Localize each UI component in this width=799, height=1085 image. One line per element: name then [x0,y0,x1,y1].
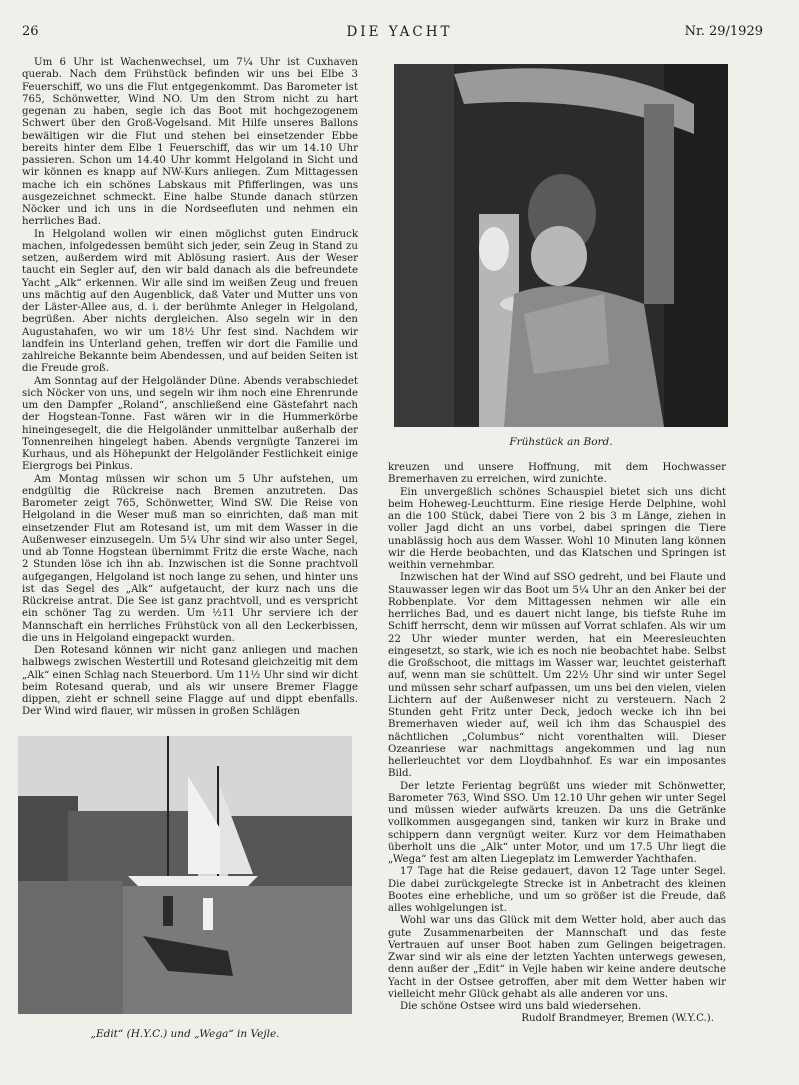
paragraph: Wohl war uns das Glück mit dem Wetter hold, aber auch das gute Zusammenarbeiten der Mannschaft und das feste Vertrauen auf unser Boot haben zum Gelingen beigetragen. Zwar sind wir als eine der letzten Yachten unterwegs gewesen, denn außer der „Edit“ in Vejle haben wir keine andere deutsche Yacht in der Ostsee getroffen, aber mit dem Wetter haben wir vielleicht mehr Glück gehabt als alle anderen vor uns. [388,915,726,1000]
harbor-photo [18,736,352,1014]
paragraph: Die schöne Ostsee wird uns bald wiedersehen. [400,1001,642,1012]
paragraph: Am Sonntag auf der Helgoländer Düne. Abends verabschiedet sich Nöcker von uns, und segeln wir ihm noch eine Ehrenrunde um den Dampfer „Roland“, anschließend eine Gästefahrt nach der Hogstean-Tonne. Fast wären wir in die Hummerkörbe hineingesegelt, die die Helgoländer unmittelbar außerhalb der Tonnenreihen hingelegt haben. Abends vergnügte Tanzerei im Kurhaus, und als Höhepunkt der Helgoländer Festlichkeit einige Eiergrogs bei Pinkus. [22,375,358,473]
paragraph: Inzwischen hat der Wind auf SSO gedreht, und bei Flaute und Stauwasser legen wir das Boot um 5¼ Uhr an den Anker bei der Robbenplate. Vor dem Mittagessen nehmen wir alle ein herrliches Bad, und es dauert nicht lange, bis tiefste Ruhe im Schiff herrscht, denn wir müssen auf Vorrat schlafen. Als wir um 22 Uhr wieder munter werden, hat ein Meeresleuchten eingesetzt, so stark, wie ich es noch nie beobachtet habe. Selbst die Großschoot, die mittags im Wasser war, leuchtet geisterhaft auf, wenn man sie schüttelt. Um 22½ Uhr sind wir unter Segel und müssen sehr scharf aufpassen, um uns bei den vielen, vielen Lichtern auf der Außenweser nicht zu versteuern. Nach 2 Stunden geht Fritz unter Deck, jedoch wecke ich ihn bei Bremerhaven wieder auf, weil ich ihm das Schauspiel des nächtlichen „Columbus“ nicht vorenthalten will. Dieser Ozeanriese war nachmittags angekommen und lag nun hellerleuchtet vor dem Lloydbahnhof. Es war ein imposantes Bild. [388,572,726,780]
paragraph: Der letzte Ferientag begrüßt uns wieder mit Schönwetter, Barometer 763, Wind SSO. Um 12.10 Uhr gehen wir unter Segel und müssen wieder aufwärts kreuzen. Da uns die Getränke vollkommen ausgegangen sind, tanken wir kurz in Brake und schippern dann vergnügt weiter. Kurz vor dem Heimathaben überholt uns die „Alk“ unter Motor, und um 17.5 Uhr liegt die „Wega“ fest am alten Liegeplatz im Lemwerder Yachthafen. [388,780,726,865]
paragraph: Am Montag müssen wir schon um 5 Uhr aufstehen, um endgültig die Rückreise nach Bremen anzutreten. Das Barometer zeigt 765, Schönwetter, Wind SW. Die Reise von Helgoland in die Weser muß man so einrichten, daß man mit einsetzender Flut am Rotesand ist, um mit dem Wasser in die Außenweser einzusegeln. Um 5¼ Uhr sind wir also unter Segel, und ab Tonne Hogstean übernimmt Fritz die erste Wache, nach 2 Stunden löse ich ihn ab. Inzwischen ist die Sonne prachtvoll aufgegangen, Helgoland ist noch lange zu sehen, und hinter uns ist das Segel des „Alk“ aufgetaucht, der kurz nach uns die Rückreise antrat. Die See ist ganz prachtvoll, und es verspricht ein schöner Tag zu werden. Um ½11 Uhr serviere ich der Mannschaft ein herrliches Frühstück von all den Leckerbissen, die uns in Helgoland eingepackt wurden. [22,473,358,644]
paragraph: Ein unvergeßlich schönes Schauspiel bietet sich uns dicht beim Hoheweg-Leuchtturm. Eine riesige Herde Delphine, wohl an die 100 Stück, dabei Tiere von 2 bis 3 m Länge, ziehen in voller Jagd dicht an uns vorbei, dabei springen die Tiere unablässig hoch aus dem Wasser. Wohl 10 Minuten lang können wir die Herde beobachten, und das Klatschen und Springen ist weithin vernehmbar. [388,486,726,571]
paragraph: kreuzen und unsere Hoffnung, mit dem Hochwasser Bremerhaven zu erreichen, wird zunichte. [388,462,726,486]
signature: Rudolf Brandmeyer, Bremen (W.Y.C.). [521,1013,714,1025]
paragraph: In Helgoland wollen wir einen möglichst guten Eindruck machen, infolgedessen bemüht sich jeder, sein Zeug in Stand zu setzen, außerdem wird mit Ablösung rasiert. Aus der Weser taucht ein Segler auf, den wir bald danach als die befreundete Yacht „Alk“ erkennen. Wir alle sind im weißen Zeug und freuen uns mächtig auf den Augenblick, daß Vater und Mutter uns von der Läster-Allee aus, d. i. der berühmte Anleger in Helgoland, begrüßen. Aber nichts dergleichen. Also segeln wir in den Augustahafen, wo wir um 18½ Uhr fest sind. Nachdem wir landfein ins Unterland gehen, treffen wir dort die Familie und zahlreiche Bekannte beim Abendessen, und auf beiden Seiten ist die Freude groß. [22,228,358,375]
photo-caption: „Edit“ (H.Y.C.) und „Wega“ in Vejle. [90,1028,280,1040]
magazine-title: DIE YACHT [346,24,453,40]
paragraph: Um 6 Uhr ist Wachenwechsel, um 7¼ Uhr ist Cuxhaven querab. Nach dem Frühstück befinden wir uns bei Elbe 3 Feuerschiff, wo uns die Flut entgegenkommt. Das Barometer ist 765, Schönwetter, Wind NO. Um den Strom nicht zu hart gegenan zu haben, segle ich das Boot mit hochgezogenem Schwert über den Groß-Vogelsand. Mit Hilfe unseres Ballons bewältigen wir die Flut und stehen bei einsetzender Ebbe bereits hinter dem Elbe 1 Feuerschiff, das wir um 14.10 Uhr passieren. Schon um 14.40 Uhr kommt Helgoland in Sicht und wir können es knapp auf NW-Kurs anliegen. Zum Mittagessen mache ich ein schönes Labskaus mit Pfifferlingen, was uns ausgezeichnet schmeckt. Eine halbe Stunde danach stürzen Nöcker und ich uns in die Nordseefluten und nehmen ein herrliches Bad. [22,57,358,228]
photo-caption: Frühstück an Bord. [509,436,613,448]
issue-number: Nr. 29/1929 [684,24,763,39]
paragraph: Den Rotesand können wir nicht ganz anliegen und machen halbwegs zwischen Westertill und Rotesand gleichzeitig mit dem „Alk“ einen Schlag nach Steuerbord. Um 11½ Uhr sind wir dicht beim Rotesand querab, und als wir unsere Bremer Flagge dippen, zieht er schnell seine Flagge auf und dippt ebenfalls. Der Wind wird flauer, wir müssen in großen Schlägen [22,645,358,718]
right-column [388,462,726,1026]
breakfast-photo [394,64,728,427]
paragraph: 17 Tage hat die Reise gedauert, davon 12 Tage unter Segel. Die dabei zurückgelegte Strecke ist in Anbetracht des kleinen Bootes eine erhebliche, und um so größer ist die Freude, daß alles wohlgelungen ist. [388,866,726,914]
page-number: 26 [22,24,39,39]
left-column [22,57,358,719]
